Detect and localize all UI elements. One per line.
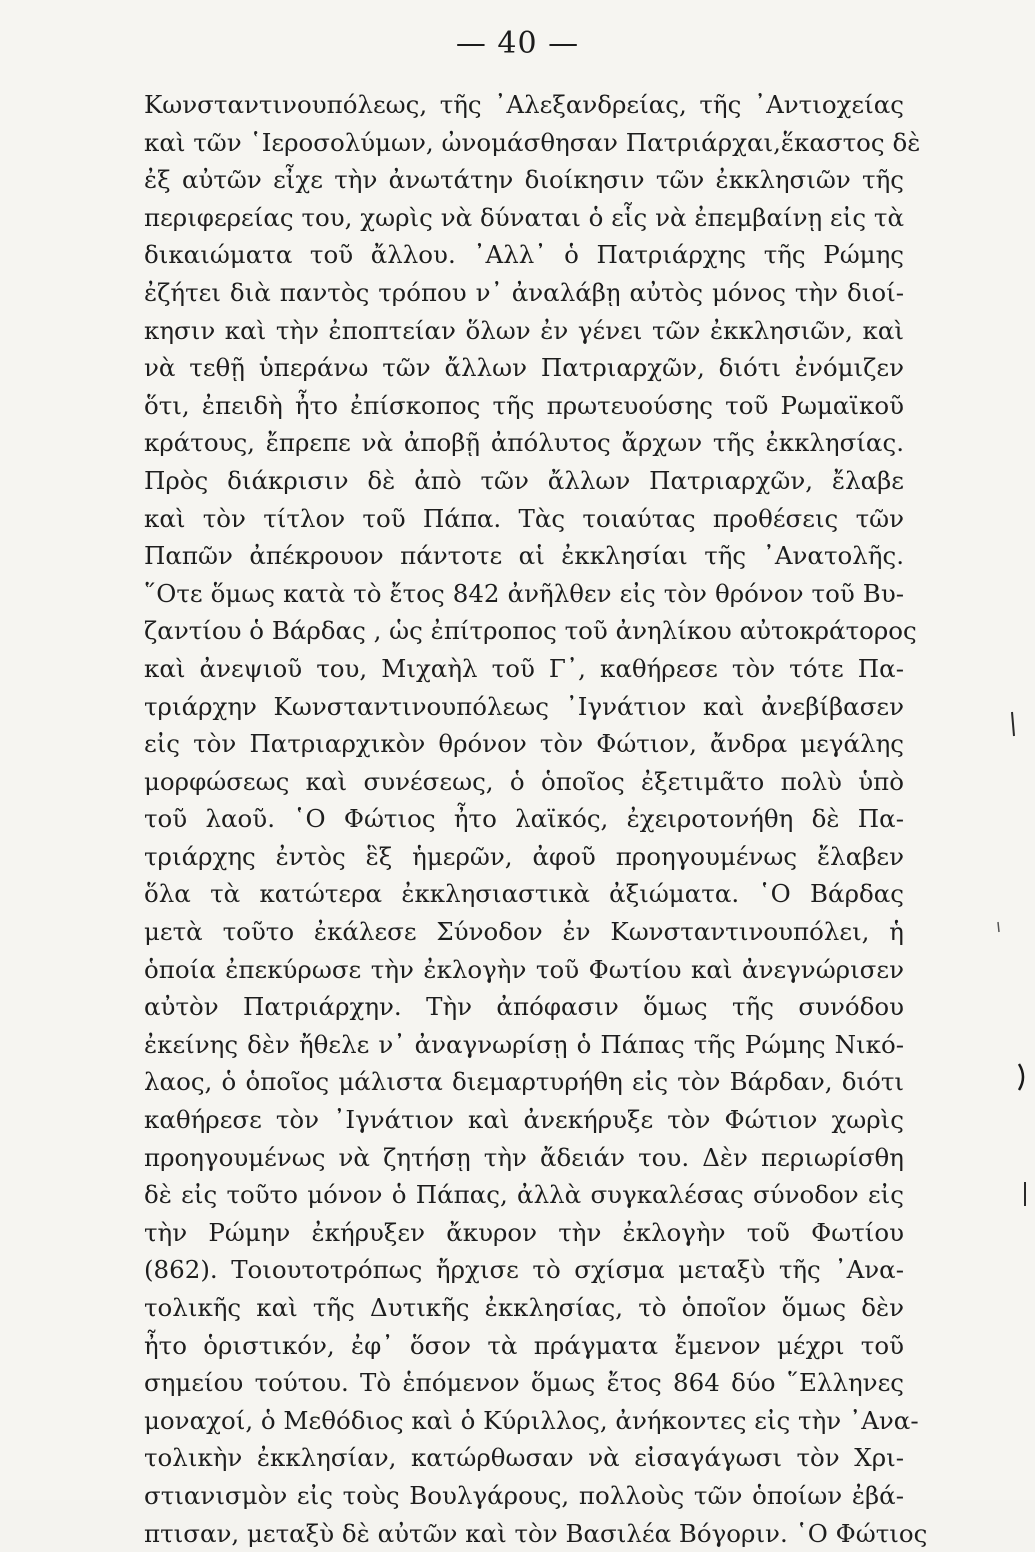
- text-line: καὶ ἀνεψιοῦ του, Μιχαὴλ τοῦ Γ᾿, καθήρεσε τὸν τότε Πα-: [144, 653, 904, 683]
- text-line: μετὰ τοῦτο ἐκάλεσε Σύνοδον ἐν Κωνσταντινουπόλει, ἡ: [144, 917, 904, 947]
- text-line: καὶ τῶν ῾Ιεροσολύμων, ὠνομάσθησαν Πατριάρχαι,ἕκαστος δὲ: [144, 127, 921, 157]
- text-line: ἐκείνης δὲν ἤθελε ν᾿ ἀναγνωρίσῃ ὁ Πάπας τῆς Ρώμης Νικό-: [144, 1029, 904, 1059]
- text-line: περιφερείας του, χωρὶς νὰ δύναται ὁ εἷς νὰ ἐπεμβαίνῃ εἰς τὰ: [144, 202, 904, 232]
- page-number: — 40 —: [455, 26, 580, 61]
- text-line: πτισαν, μεταξὺ δὲ αὐτῶν καὶ τὸν Βασιλέα Βόγοριν. ῾Ο Φώτιος: [144, 1518, 928, 1548]
- margin-speck-mark: [994, 920, 1004, 936]
- text-line: λαος, ὁ ὁποῖος μάλιστα διεμαρτυρήθη εἰς τὸν Βάρδαν, διότι: [144, 1067, 904, 1097]
- text-line: τὴν Ρώμην ἐκήρυξεν ἄκυρον τὴν ἐκλογὴν τοῦ Φωτίου: [144, 1217, 904, 1247]
- text-line: τριάρχην Κωνσταντινουπόλεως ᾿Ιγνάτιον καὶ ἀνεβίβασεν: [144, 691, 904, 721]
- text-line: ὅλα τὰ κατώτερα ἐκκλησιαστικὰ ἀξιώματα. ῾Ο Βάρδας: [144, 879, 904, 909]
- text-line: αὐτὸν Πατριάρχην. Τὴν ἀπόφασιν ὅμως τῆς συνόδου: [144, 992, 904, 1022]
- text-line: Κωνσταντινουπόλεως, τῆς ᾿Αλεξανδρείας, τῆς ᾿Αντιοχείας: [144, 90, 904, 119]
- text-line: προηγουμένως νὰ ζητήσῃ τὴν ἄδειάν του. Δὲν περιωρίσθη: [144, 1142, 904, 1172]
- text-line: ὅτι, ἐπειδὴ ἦτο ἐπίσκοπος τῆς πρωτευούσης τοῦ Ρωμαϊκοῦ: [144, 390, 904, 420]
- text-line: (862). Τοιουτοτρόπως ἤρχισε τὸ σχίσμα μεταξὺ τῆς ᾿Ανα-: [144, 1255, 904, 1285]
- text-line: δὲ εἰς τοῦτο μόνον ὁ Πάπας, ἀλλὰ συγκαλέσας σύνοδον εἰς: [144, 1180, 904, 1210]
- text-line: Παπῶν ἀπέκρουον πάντοτε αἱ ἐκκλησίαι τῆς ᾿Ανατολῆς.: [144, 541, 904, 571]
- text-line: μορφώσεως καὶ συνέσεως, ὁ ὁποῖος ἐξετιμᾶτο πολὺ ὑπὸ: [144, 766, 904, 796]
- text-line: νὰ τεθῇ ὑπεράνω τῶν ἄλλων Πατριαρχῶν, διότι ἐνόμιζεν: [144, 353, 904, 383]
- text-line: ἐζήτει διὰ παντὸς τρόπου ν᾿ ἀναλάβῃ αὐτὸς μόνος τὴν διοί-: [144, 277, 904, 307]
- body-text: [144, 86, 928, 1552]
- text-line: ἐξ αὐτῶν εἶχε τὴν ἀνωτάτην διοίκησιν τῶν ἐκκλησιῶν τῆς: [144, 165, 904, 195]
- text-line: ζαντίου ὁ Βάρδας , ὡς ἐπίτροπος τοῦ ἀνηλίκου αὐτοκράτορος: [144, 616, 917, 646]
- text-line: καθήρεσε τὸν ᾿Ιγνάτιον καὶ ἀνεκήρυξε τὸν Φώτιον χωρὶς: [144, 1105, 904, 1135]
- text-line: καὶ τὸν τίτλον τοῦ Πάπα. Τὰς τοιαύτας προθέσεις τῶν: [144, 503, 904, 533]
- text-line: τολικὴν ἐκκλησίαν, κατώρθωσαν νὰ εἰσαγάγωσι τὸν Χρι-: [144, 1443, 904, 1473]
- margin-bracket-mark: [1016, 1062, 1030, 1092]
- text-line: ῞Οτε ὅμως κατὰ τὸ ἔτος 842 ἀνῆλθεν εἰς τὸν θρόνον τοῦ Βυ-: [144, 578, 904, 608]
- text-line: σημείου τούτου. Τὸ ἑπόμενον ὅμως ἔτος 864 δύο ῞Ελληνες: [144, 1368, 904, 1398]
- text-line: ὁποία ἐπεκύρωσε τὴν ἐκλογὴν τοῦ Φωτίου καὶ ἀνεγνώρισεν: [144, 954, 904, 984]
- text-line: κράτους, ἔπρεπε νὰ ἀποβῇ ἀπόλυτος ἄρχων τῆς ἐκκλησίας.: [144, 428, 904, 458]
- text-line: ἦτο ὁριστικόν, ἐφ᾿ ὅσον τὰ πράγματα ἔμενον μέχρι τοῦ: [144, 1330, 904, 1360]
- text-line: εἰς τὸν Πατριαρχικὸν θρόνον τὸν Φώτιον, ἄνδρα μεγάλης: [144, 729, 904, 759]
- margin-speck-mark: [1008, 710, 1018, 740]
- text-line: στιανισμὸν εἰς τοὺς Βουλγάρους, πολλοὺς τῶν ὁποίων ἐβά-: [144, 1480, 904, 1510]
- text-line: κησιν καὶ τὴν ἐποπτείαν ὅλων ἐν γένει τῶν ἐκκλησιῶν, καὶ: [144, 315, 904, 345]
- text-line: τριάρχης ἐντὸς ἓξ ἡμερῶν, ἀφοῦ προηγουμένως ἔλαβεν: [144, 841, 904, 871]
- text-line: δικαιώματα τοῦ ἄλλου. ᾿Αλλ᾿ ὁ Πατριάρχης τῆς Ρώμης: [144, 240, 904, 270]
- margin-speck-mark: [1020, 1180, 1030, 1210]
- text-line: τοῦ λαοῦ. ῾Ο Φώτιος ἦτο λαϊκός, ἐχειροτονήθη δὲ Πα-: [144, 804, 904, 834]
- text-line: τολικῆς καὶ τῆς Δυτικῆς ἐκκλησίας, τὸ ὁποῖον ὅμως δὲν: [144, 1293, 904, 1322]
- text-line: Πρὸς διάκρισιν δὲ ἀπὸ τῶν ἄλλων Πατριαρχῶν, ἔλαβε: [144, 465, 904, 495]
- text-line: μοναχοί, ὁ Μεθόδιος καὶ ὁ Κύριλλος, ἀνήκοντες εἰς τὴν ᾿Ανα-: [144, 1405, 919, 1435]
